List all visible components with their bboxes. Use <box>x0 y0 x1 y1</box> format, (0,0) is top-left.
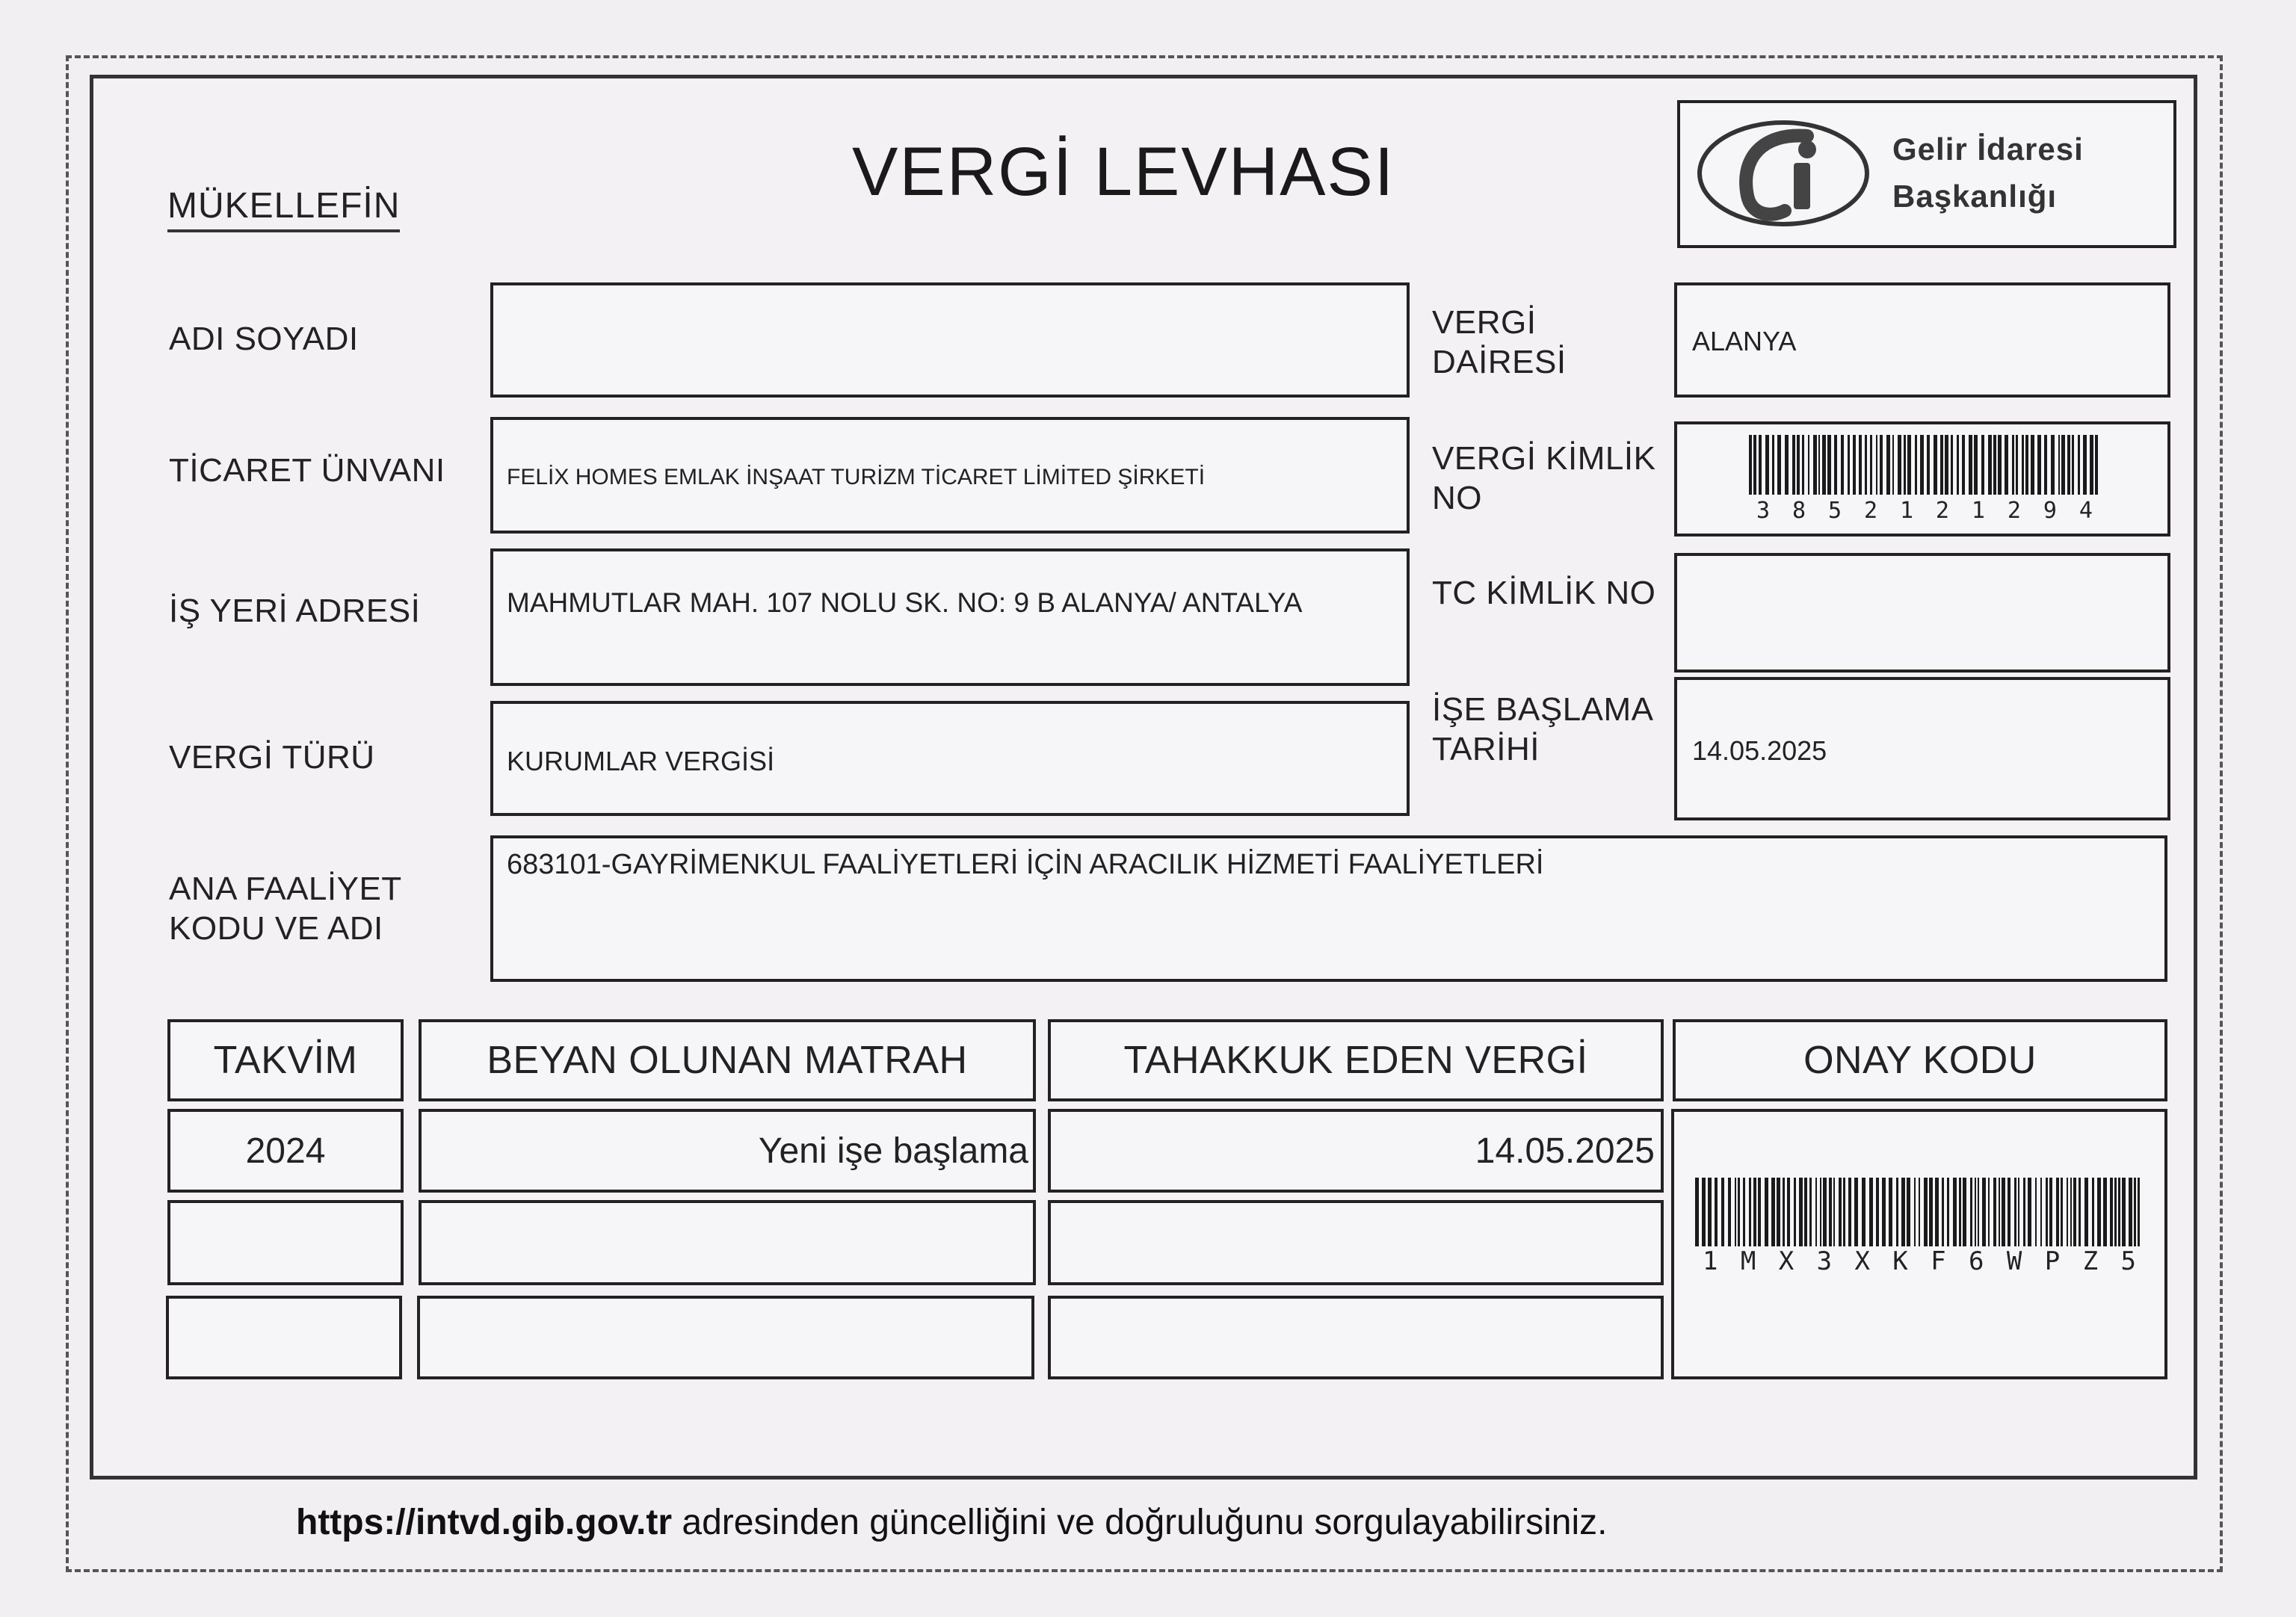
barcode-bar <box>1771 1178 1775 1246</box>
barcode-bar <box>1981 435 1984 495</box>
barcode-bar <box>1792 435 1795 495</box>
label-vergi-dairesi-line1: VERGİ <box>1432 304 1537 341</box>
barcode-char: 6 <box>1969 1246 1984 1276</box>
barcode-bar <box>2070 1178 2072 1246</box>
barcode-char: W <box>2006 1246 2022 1276</box>
adi-soyadi-box <box>490 282 1410 398</box>
barcode-bar <box>2083 435 2087 495</box>
row3-matrah <box>417 1296 1034 1379</box>
barcode-bar <box>2129 1178 2132 1246</box>
barcode-bar <box>1901 1178 1905 1246</box>
barcode-bar <box>1854 1178 1858 1246</box>
ise-baslama-tarihi-value: 14.05.2025 <box>1692 735 1827 766</box>
barcode-bar <box>1914 1178 1916 1246</box>
barcode-bar <box>2022 435 2024 495</box>
barcode-bar <box>2092 1178 2094 1246</box>
barcode-bar <box>1728 1178 1731 1246</box>
barcode-bar <box>1839 1178 1842 1246</box>
barcode-bar <box>1889 1178 1892 1246</box>
barcode-char: 2 <box>2007 498 2021 524</box>
barcode-bar <box>1749 435 1752 495</box>
barcode-bar <box>1978 1178 1979 1246</box>
barcode-bar <box>1783 1178 1785 1246</box>
barcode-bar <box>2061 1178 2063 1246</box>
barcode-bar <box>1896 1178 1898 1246</box>
barcode-bar <box>1924 1178 1928 1246</box>
barcode-bar <box>1815 1178 1817 1246</box>
barcode-bar <box>1859 435 1862 495</box>
barcode-bar <box>2056 1178 2059 1246</box>
vergi-turu-box <box>490 701 1410 816</box>
barcode-char: 1 <box>1899 498 1913 524</box>
barcode-bar <box>1892 435 1894 495</box>
barcode-char: 3 <box>1816 1246 1833 1276</box>
barcode-bar <box>1827 435 1831 495</box>
barcode-bar <box>1813 435 1817 495</box>
barcode-bar <box>1721 1178 1724 1246</box>
barcode-char: 2 <box>1863 498 1878 524</box>
label-ise-baslama-tarihi <box>1432 690 1654 770</box>
barcode-bar <box>1708 1178 1712 1246</box>
row1-takvim: 2024 <box>167 1109 404 1193</box>
barcode-bar <box>2018 1178 2019 1246</box>
barcode-bar <box>1927 435 1930 495</box>
label-tc-kimlik-no: TC KİMLİK NO <box>1432 575 1656 611</box>
barcode-bar <box>1808 435 1809 495</box>
barcode-bar <box>1898 435 1901 495</box>
barcode-char: K <box>1892 1246 1908 1276</box>
barcode-bar <box>2016 435 2018 495</box>
onay-kodu-barcode <box>1695 1178 2144 1246</box>
row3-takvim <box>166 1296 402 1379</box>
row2-matrah <box>419 1200 1036 1285</box>
barcode-bar <box>2122 1178 2126 1246</box>
barcode-bar <box>2097 1178 2101 1246</box>
label-adi-soyadi: ADI SOYADI <box>169 321 359 357</box>
barcode-bar <box>1841 435 1844 495</box>
barcode-char: 5 <box>1827 498 1842 524</box>
barcode-bar <box>1970 1178 1972 1246</box>
barcode-bar <box>2023 1178 2025 1246</box>
barcode-bar <box>1759 435 1762 495</box>
barcode-bar <box>1777 1178 1780 1246</box>
barcode-bar <box>1947 1178 1949 1246</box>
barcode-bar <box>1794 1178 1796 1246</box>
footer-url[interactable]: https://intvd.gib.gov.tr <box>296 1503 673 1542</box>
gib-logo-text <box>1892 126 2084 220</box>
barcode-bar <box>2110 1178 2113 1246</box>
barcode-bar <box>1869 1178 1873 1246</box>
row2-vergi <box>1048 1200 1664 1285</box>
barcode-bar <box>1829 1178 1832 1246</box>
page-title: VERGİ LEVHASI <box>852 134 1395 210</box>
is-yeri-adresi-value: MAHMUTLAR MAH. 107 NOLU SK. NO: 9 B ALANYA/ ANTALYA <box>507 587 1303 618</box>
section-label-mukellef: MÜKELLEFİN <box>167 185 400 232</box>
label-vergi-dairesi <box>1432 303 1567 383</box>
label-ise-baslama-line2: TARİHİ <box>1432 730 1540 767</box>
barcode-bar <box>1886 435 1890 495</box>
barcode-bar <box>2037 435 2041 495</box>
barcode-bar <box>2044 435 2047 495</box>
barcode-bar <box>1804 1178 1807 1246</box>
barcode-char: P <box>2044 1246 2061 1276</box>
ana-faaliyet-box <box>490 835 2167 982</box>
barcode-bar <box>2008 1178 2010 1246</box>
barcode-bar <box>1870 435 1872 495</box>
barcode-bar <box>2118 1178 2120 1246</box>
label-ana-faaliyet-line1: ANA FAALİYET <box>169 871 402 907</box>
barcode-bar <box>1802 435 1804 495</box>
barcode-bar <box>1915 435 1917 495</box>
barcode-bar <box>1749 1178 1751 1246</box>
barcode-bar <box>1843 1178 1845 1246</box>
logo-line-1: Gelir İdaresi <box>1892 132 2084 167</box>
barcode-bar <box>1834 435 1837 495</box>
barcode-bar <box>2046 1178 2048 1246</box>
barcode-bar <box>2114 1178 2117 1246</box>
label-ana-faaliyet <box>169 870 402 949</box>
barcode-bar <box>1820 1178 1821 1246</box>
barcode-bar <box>2012 435 2014 495</box>
barcode-bar <box>2051 435 2055 495</box>
barcode-bar <box>2014 1178 2016 1246</box>
label-vergi-dairesi-line2: DAİRESİ <box>1432 343 1567 380</box>
barcode-bar <box>1758 1178 1761 1246</box>
barcode-bar <box>1833 1178 1835 1246</box>
barcode-bar <box>1942 1178 1944 1246</box>
barcode-bar <box>2025 435 2028 495</box>
barcode-bar <box>1988 1178 1990 1246</box>
barcode-bar <box>1940 435 1943 495</box>
barcode-char: X <box>1778 1246 1794 1276</box>
barcode-bar <box>2090 435 2093 495</box>
barcode-bar <box>1876 1178 1879 1246</box>
barcode-bar <box>1907 1178 1910 1246</box>
footer-note <box>296 1502 1608 1543</box>
barcode-char: 8 <box>1792 498 1806 524</box>
barcode-bar <box>1799 1178 1803 1246</box>
barcode-bar <box>1818 435 1820 495</box>
barcode-bar <box>1865 435 1867 495</box>
barcode-bar <box>1974 435 1978 495</box>
barcode-bar <box>1848 435 1850 495</box>
barcode-bar <box>1848 1178 1851 1246</box>
vergi-turu-value: KURUMLAR VERGİSİ <box>507 746 775 776</box>
barcode-char: X <box>1854 1246 1870 1276</box>
barcode-bar <box>1969 435 1972 495</box>
barcode-bar <box>1953 1178 1957 1246</box>
barcode-bar <box>1876 435 1877 495</box>
barcode-bar <box>2049 1178 2052 1246</box>
barcode-bar <box>1715 1178 1718 1246</box>
barcode-bar <box>1959 1178 1961 1246</box>
gib-logo-icon <box>1695 114 1882 233</box>
barcode-bar <box>1882 1178 1886 1246</box>
barcode-bar <box>2031 435 2034 495</box>
barcode-bar <box>2058 435 2060 495</box>
barcode-bar <box>1993 1178 1996 1246</box>
barcode-bar <box>1862 1178 1866 1246</box>
barcode-bar <box>2067 435 2070 495</box>
barcode-bar <box>1797 435 1800 495</box>
barcode-bar <box>1934 435 1937 495</box>
vergi-kimlik-barcode <box>1749 435 2100 495</box>
barcode-char: M <box>1740 1246 1756 1276</box>
label-ana-faaliyet-line2: KODU VE ADI <box>169 909 383 947</box>
barcode-bar <box>1777 435 1781 495</box>
barcode-bar <box>1753 435 1756 495</box>
barcode-bar <box>1957 435 1959 495</box>
barcode-bar <box>1929 1178 1933 1246</box>
barcode-bar <box>1998 435 2002 495</box>
header-takvim: TAKVİM <box>167 1019 404 1101</box>
barcode-bar <box>1951 435 1953 495</box>
footer-text: adresinden güncelliğini ve doğruluğunu sorgulayabilirsiniz. <box>672 1503 1608 1542</box>
ticaret-unvani-value: FELİX HOMES EMLAK İNŞAAT TURİZM TİCARET LİMİTED ŞİRKETİ <box>507 465 1206 489</box>
barcode-bar <box>2067 1178 2068 1246</box>
barcode-bar <box>1738 1178 1740 1246</box>
barcode-char: 2 <box>1935 498 1949 524</box>
vergi-kimlik-digits <box>1756 498 2093 524</box>
label-vergi-kimlik-line1: VERGİ KİMLİK <box>1432 440 1656 477</box>
barcode-bar <box>2134 1178 2136 1246</box>
ana-faaliyet-value: 683101-GAYRİMENKUL FAALİYETLERİ İÇİN ARACILIK HİZMETİ FAALİYETLERİ <box>507 849 1544 880</box>
barcode-bar <box>2005 435 2008 495</box>
barcode-bar <box>1743 1178 1745 1246</box>
barcode-bar <box>2073 1178 2076 1246</box>
barcode-char: 1 <box>1703 1246 1718 1276</box>
label-vergi-kimlik-no <box>1432 439 1655 519</box>
logo-line-2: Başkanlığı <box>1892 179 2058 214</box>
barcode-bar <box>1702 1178 1706 1246</box>
barcode-bar <box>1822 435 1826 495</box>
barcode-char: F <box>1931 1246 1946 1276</box>
barcode-bar <box>1853 435 1856 495</box>
barcode-char: 4 <box>2079 498 2093 524</box>
barcode-char: 1 <box>1971 498 1985 524</box>
barcode-bar <box>1920 435 1924 495</box>
barcode-bar <box>1765 1178 1768 1246</box>
barcode-bar <box>1993 435 1996 495</box>
barcode-bar <box>2061 435 2065 495</box>
barcode-bar <box>1809 1178 1812 1246</box>
barcode-bar <box>1735 1178 1736 1246</box>
barcode-bar <box>1907 435 1911 495</box>
barcode-bar <box>2103 1178 2107 1246</box>
barcode-bar <box>1695 1178 1699 1246</box>
barcode-bar <box>2002 1178 2005 1246</box>
ise-baslama-tarihi-box <box>1674 677 2170 820</box>
vergi-dairesi-value: ALANYA <box>1692 326 1797 356</box>
barcode-bar <box>1919 1178 1920 1246</box>
row3-vergi <box>1048 1296 1664 1379</box>
barcode-bar <box>1904 435 1906 495</box>
onay-kodu-digits <box>1703 1246 2136 1276</box>
barcode-bar <box>1935 1178 1939 1246</box>
barcode-bar <box>1753 1178 1756 1246</box>
barcode-bar <box>1765 435 1769 495</box>
barcode-bar <box>1785 435 1789 495</box>
barcode-char: 5 <box>2120 1246 2136 1276</box>
barcode-char: 9 <box>2043 498 2057 524</box>
row1-matrah: Yeni işe başlama <box>419 1109 1036 1193</box>
is-yeri-adresi-box <box>490 548 1410 686</box>
label-ise-baslama-line1: İŞE BAŞLAMA <box>1432 691 1654 728</box>
label-vergi-turu: VERGİ TÜRÜ <box>169 739 375 776</box>
gib-logo-box <box>1677 100 2176 248</box>
label-is-yeri-adresi: İŞ YERİ ADRESİ <box>169 593 421 629</box>
header-tahakkuk-eden-vergi: TAHAKKUK EDEN VERGİ <box>1048 1019 1664 1101</box>
header-beyan-olunan-matrah: BEYAN OLUNAN MATRAH <box>419 1019 1036 1101</box>
row1-vergi: 14.05.2025 <box>1048 1109 1664 1193</box>
barcode-bar <box>1999 1178 2000 1246</box>
barcode-bar <box>1975 1178 1976 1246</box>
barcode-bar <box>2040 1178 2042 1246</box>
onay-kodu-box <box>1671 1109 2167 1379</box>
barcode-char: 3 <box>1756 498 1771 524</box>
label-ticaret-unvani: TİCARET ÜNVANI <box>169 452 445 489</box>
ticaret-unvani-box <box>490 417 1410 534</box>
barcode-bar <box>1962 435 1965 495</box>
vergi-dairesi-box <box>1674 282 2170 398</box>
barcode-char: Z <box>2082 1246 2099 1276</box>
barcode-bar <box>1982 1178 1986 1246</box>
barcode-bar <box>2035 1178 2037 1246</box>
barcode-bar <box>2095 435 2098 495</box>
barcode-bar <box>2078 435 2080 495</box>
barcode-bar <box>2072 435 2074 495</box>
barcode-bar <box>1880 435 1883 495</box>
barcode-bar <box>2028 1178 2031 1246</box>
barcode-bar <box>2084 1178 2088 1246</box>
tc-kimlik-no-box <box>1674 553 2170 673</box>
vergi-kimlik-no-box <box>1674 421 2170 537</box>
header-onay-kodu: ONAY KODU <box>1673 1019 2167 1101</box>
barcode-bar <box>2138 1178 2140 1246</box>
row2-takvim <box>167 1200 404 1285</box>
barcode-bar <box>1988 435 1992 495</box>
barcode-bar <box>1963 1178 1966 1246</box>
barcode-bar <box>1772 435 1774 495</box>
barcode-bar <box>2079 1178 2081 1246</box>
barcode-bar <box>1787 1178 1790 1246</box>
barcode-bar <box>1823 1178 1827 1246</box>
barcode-bar <box>1945 435 1948 495</box>
label-vergi-kimlik-line2: NO <box>1432 479 1482 516</box>
